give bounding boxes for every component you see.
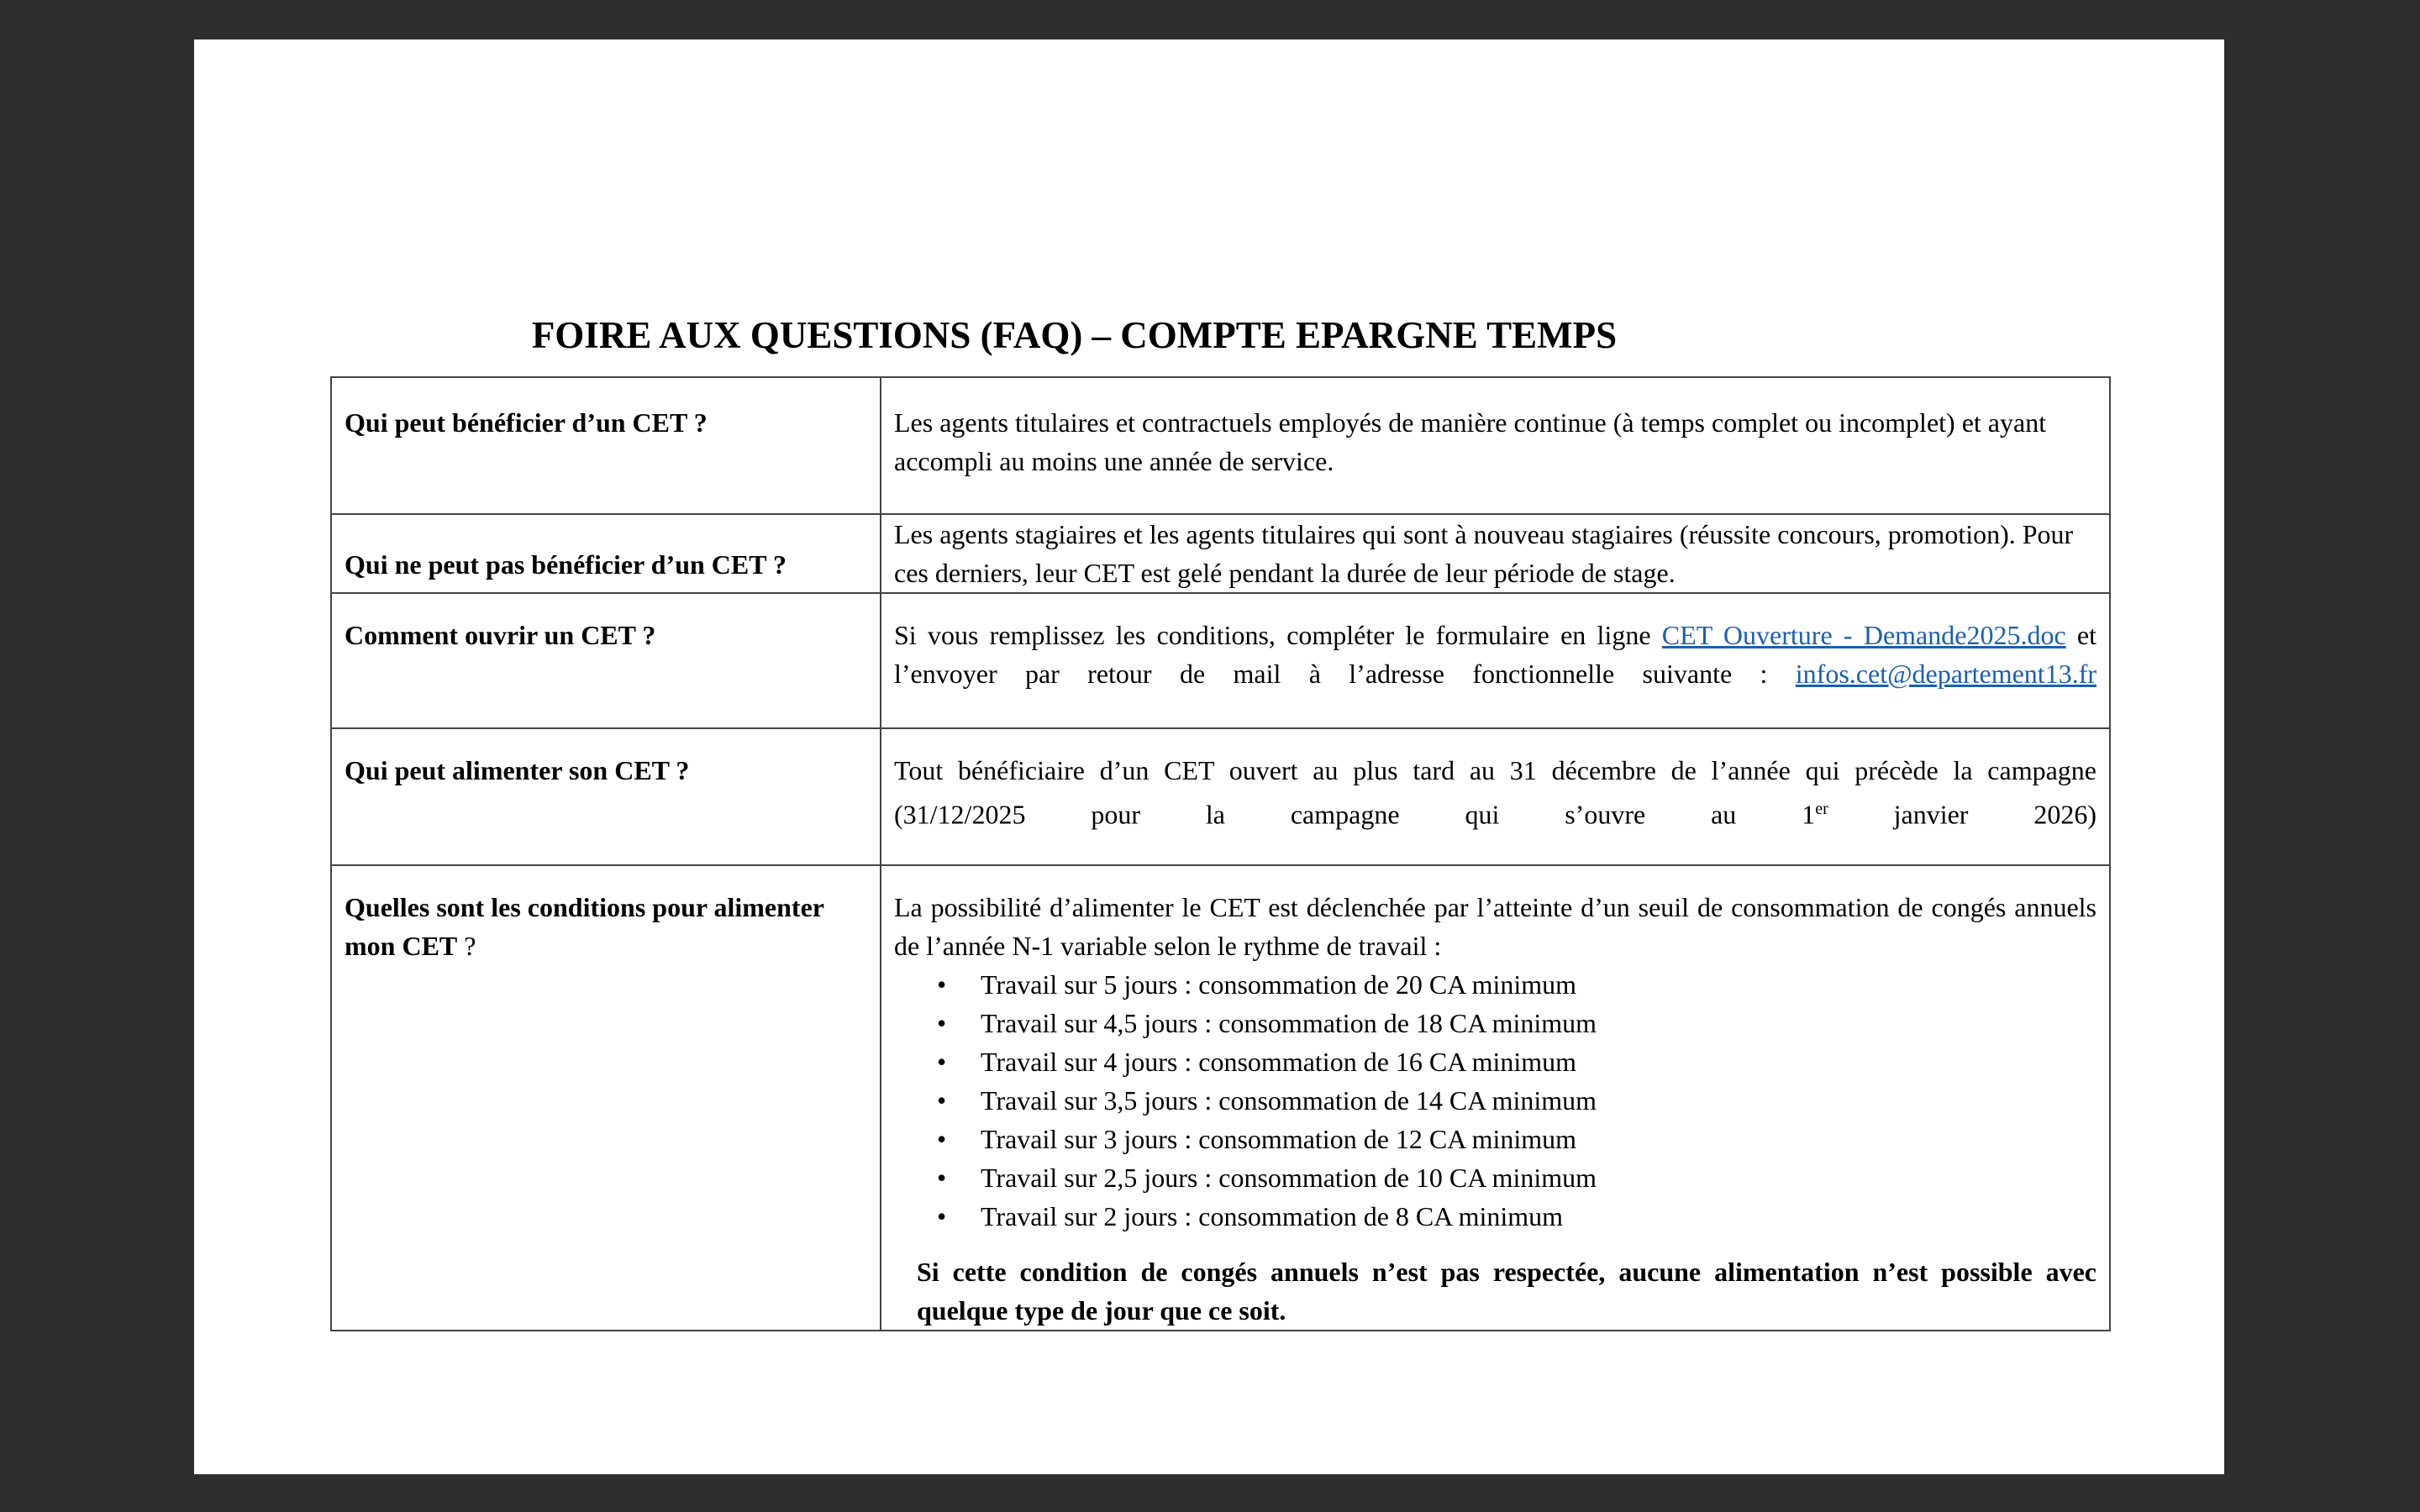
warning-note: Si cette condition de congés annuels n’est pas respectée, aucune alimentation n’est possible avec quelque type de jour que ce soit. xyxy=(917,1257,2096,1326)
answer-text: et l’envoyer par retour de mail à l’adresse fonctionnelle suivante : xyxy=(894,620,2097,689)
form-link[interactable]: CET Ouverture - Demande2025.doc xyxy=(1661,620,2066,650)
list-item: • Travail sur 5 jours : consommation de 20 CA minimum xyxy=(981,965,2096,1004)
conditions-list xyxy=(894,965,2096,1236)
faq-question xyxy=(331,377,881,514)
superscript: er xyxy=(1815,800,1828,818)
faq-table xyxy=(330,376,2111,1331)
faq-question xyxy=(331,514,881,593)
question-text: Qui ne peut pas bénéficier d’un CET ? xyxy=(345,549,787,580)
list-item: • Travail sur 3,5 jours : consommation de 14 CA minimum xyxy=(981,1081,2096,1120)
answer-text: Les agents stagiaires et les agents titulaires qui sont à nouveau stagiaires (réussite concours, promotion). Pour ces derniers, leur CET est gelé pendant la durée de leur période de stage. xyxy=(894,519,2074,588)
document-page xyxy=(194,39,2224,1474)
faq-row-not-eligible xyxy=(331,514,2110,593)
faq-answer xyxy=(881,593,2110,728)
faq-question xyxy=(331,593,881,728)
faq-answer xyxy=(881,514,2110,593)
question-text: Quelles sont les conditions pour alimenter mon CET xyxy=(345,892,824,961)
list-item: • Travail sur 4 jours : consommation de 16 CA minimum xyxy=(981,1042,2096,1081)
answer-text: janvier 2026) xyxy=(1828,799,2097,830)
question-mark: ? xyxy=(457,931,476,961)
answer-text: Les agents titulaires et contractuels employés de manière continue (à temps complet ou incomplet) et ayant accompli au moins une année de service. xyxy=(894,407,2047,476)
faq-answer xyxy=(881,728,2110,865)
question-text: Qui peut alimenter son CET ? xyxy=(345,755,690,785)
faq-row-feed xyxy=(331,728,2110,865)
page-title: FOIRE AUX QUESTIONS (FAQ) – COMPTE EPARGNE TEMPS xyxy=(531,314,1618,356)
faq-answer xyxy=(881,377,2110,514)
faq-question xyxy=(331,865,881,1331)
list-item: • Travail sur 2,5 jours : consommation de 10 CA minimum xyxy=(981,1158,2096,1197)
question-text: Qui peut bénéficier d’un CET ? xyxy=(345,407,708,438)
faq-row-conditions xyxy=(331,865,2110,1331)
answer-text: Tout bénéficiaire d’un CET ouvert au plus tard au 31 décembre de l’année qui précède la campagne (31/12/2025 pour la campagne qui s’ouvre au 1 xyxy=(894,755,2096,830)
question-text: Comment ouvrir un CET ? xyxy=(345,620,656,650)
answer-text: Si vous remplissez les conditions, compléter le formulaire en ligne xyxy=(894,620,1662,650)
list-item: • Travail sur 3 jours : consommation de 12 CA minimum xyxy=(981,1120,2096,1158)
email-link[interactable]: infos.cet@departement13.fr xyxy=(1795,659,2096,689)
faq-answer xyxy=(881,865,2110,1331)
faq-row-eligible xyxy=(331,377,2110,514)
faq-row-open xyxy=(331,593,2110,728)
list-item: • Travail sur 2 jours : consommation de 8 CA minimum xyxy=(981,1197,2096,1236)
faq-question xyxy=(331,728,881,865)
list-item: • Travail sur 4,5 jours : consommation de 18 CA minimum xyxy=(981,1004,2096,1042)
conditions-intro: La possibilité d’alimenter le CET est déclenchée par l’atteinte d’un seuil de consommation de congés annuels de l’année N-1 variable selon le rythme de travail : xyxy=(894,892,2096,961)
